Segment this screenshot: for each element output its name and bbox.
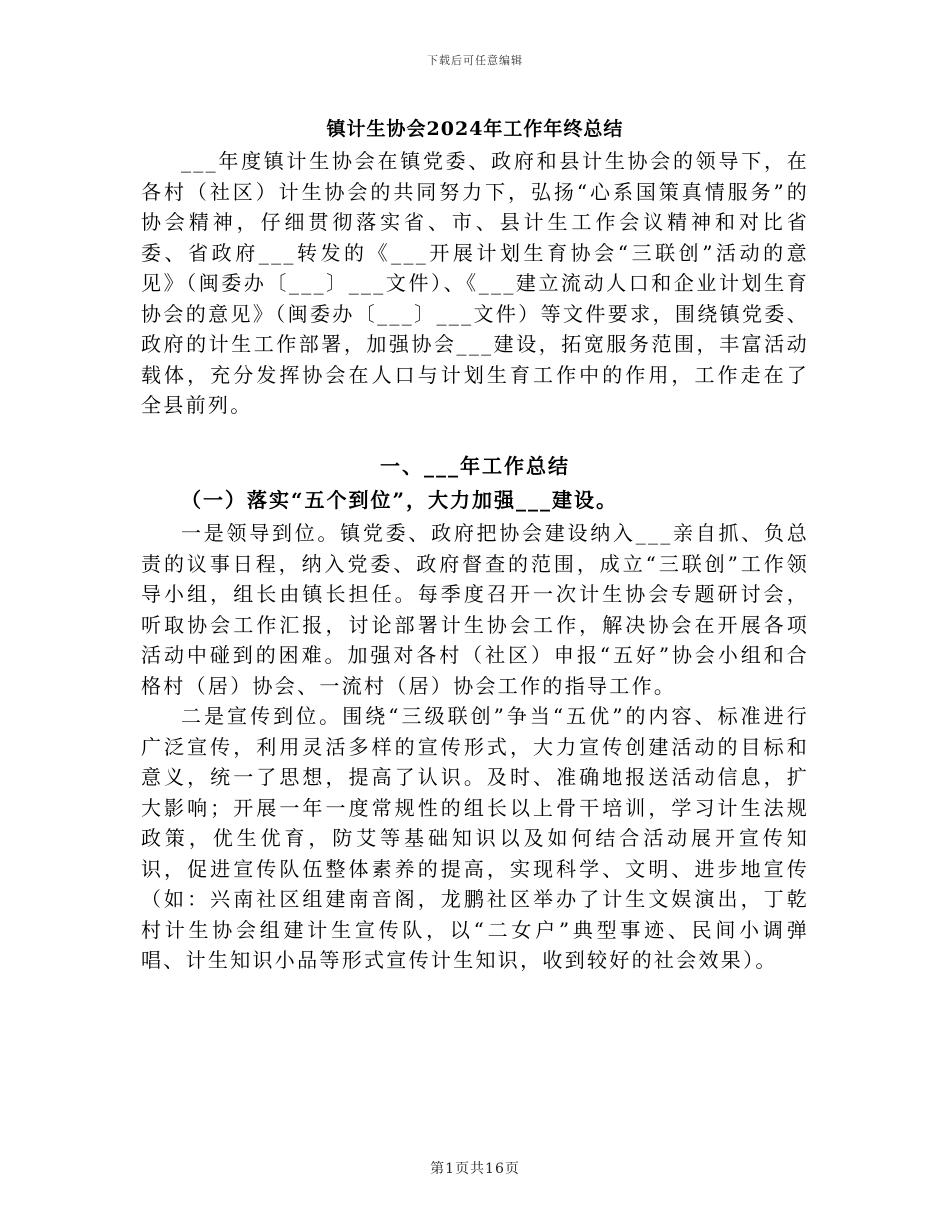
page-footer-indicator: 第1页共16页 bbox=[430, 1161, 520, 1177]
paragraph-publicity: 二是宣传到位。围绕“三级联创”争当“五优”的内容、标准进行广泛宣传，利用灵活多样的宣传形式，大力宣传创建活动的目标和意义，统一了思想，提高了认识。及时、准确地报送活动信息，扩大影响；开展一年一度常规性的组长以上骨干培训，学习计生法规政策，优生优育，防艾等基础知识以及如何结合活动展开宣传知识，促进宣传队伍整体素养的提高，实现科学、文明、进步地宣传（如：兴南社区组建南音阁，龙鹏社区举办了计生文娱演出，丁乾村计生协会组建计生宣传队，以“二女户”典型事迹、民间小调弹唱、计生知识小品等形式宣传计生知识，收到较好的社会效果）。 bbox=[141, 704, 809, 972]
section-heading: 一、___年工作总结 bbox=[380, 454, 570, 478]
page-header-note: 下载后可任意编辑 bbox=[427, 54, 523, 67]
paragraph-leadership: 一是领导到位。镇党委、政府把协会建设纳入___亲自抓、负总责的议事日程，纳入党委、政府督查的范围，成立“三联创”工作领导小组，组长由镇长担任。每季度召开一次计生协会专题研讨会，听取协会工作汇报，讨论部署计生协会工作，解决协会在开展各项活动中碰到的困难。加强对各村（社区）申报“五好”协会小组和合格村（居）协会、一流村（居）协会工作的指导工作。 bbox=[141, 521, 809, 698]
subsection-heading: （一）落实“五个到位”，大力加强___建设。 bbox=[181, 488, 619, 512]
intro-block bbox=[141, 146, 809, 421]
body-paragraphs bbox=[141, 518, 809, 976]
intro-paragraph: ___年度镇计生协会在镇党委、政府和县计生协会的领导下，在各村（社区）计生协会的共同努力下，弘扬“心系国策真情服务”的协会精神，仔细贯彻落实省、市、县计生工作会议精神和对比省委、省政府___转发的《___开展计划生育协会“三联创”活动的意见》（闽委办〔___〕___文件）、《___建立流动人口和企业计划生育协会的意见》（闽委办〔___〕___文件）等文件要求，围绕镇党委、政府的计生工作部署，加强协会___建设，拓宽服务范围，丰富活动载体，充分发挥协会在人口与计划生育工作中的作用，工作走在了全县前列。 bbox=[141, 149, 809, 417]
document-title: 镇计生协会2024年工作年终总结 bbox=[326, 118, 624, 140]
